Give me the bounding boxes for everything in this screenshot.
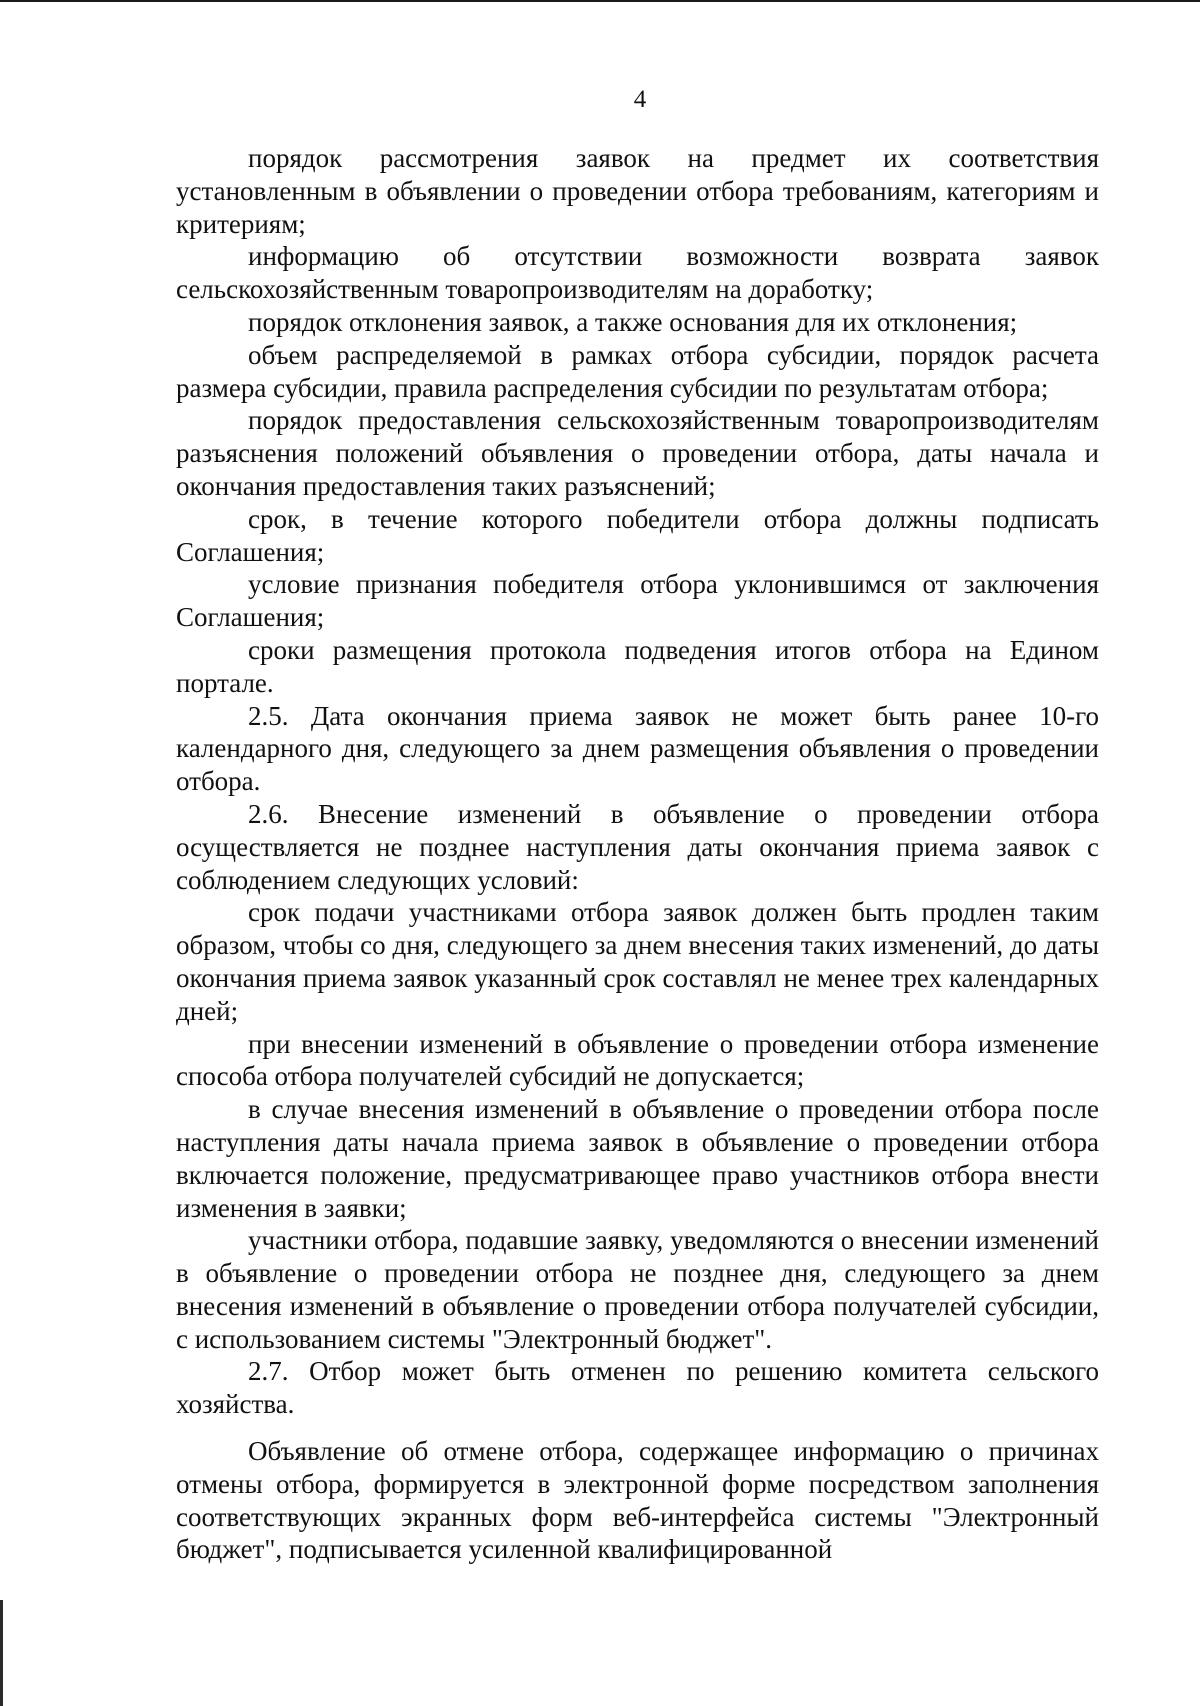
scan-left-edge: [0, 1600, 3, 1706]
paragraph: объем распределяемой в рамках отбора субсидии, порядок расчета размера субсидии, правила распределения субсидии по результатам отбора;: [176, 339, 1099, 403]
paragraph-2-5: 2.5. Дата окончания приема заявок не может быть ранее 10-го календарного дня, следующего за днем размещения объявления о проведении отбора.: [176, 700, 1099, 797]
paragraph: Объявление об отмене отбора, содержащее информацию о причинах отмены отбора, формируется в электронной форме посредством заполнения соответствующих экранных форм веб-интерфейса системы "Электронный бюджет", подписывается усиленной квалифицированной: [176, 1436, 1099, 1565]
scan-top-edge: [0, 0, 1200, 2]
paragraph: в случае внесения изменений в объявление о проведении отбора после наступления даты начала приема заявок в объявление о проведении отбора включается положение, предусматривающее право участников отбора внести изменения в заявки;: [176, 1094, 1099, 1223]
paragraph: порядок рассмотрения заявок на предмет их соответствия установленным в объявлении о проведении отбора требованиям, категориям и критериям;: [176, 143, 1099, 239]
paragraph: информацию об отсутствии возможности возврата заявок сельскохозяйственным товаропроизводителям на доработку;: [176, 241, 1099, 305]
paragraph: срок, в течение которого победители отбора должны подписать Соглашения;: [176, 503, 1099, 567]
paragraph: условие признания победителя отбора уклонившимся от заключения Соглашения;: [176, 569, 1099, 633]
paragraph: участники отбора, подавшие заявку, уведомляются о внесении изменений в объявление о проведении отбора не позднее дня, следующего за днем внесения изменений в объявление о проведении отбора получателей субсидии, с использованием системы "Электронный бюджет".: [176, 1225, 1099, 1354]
page-number: 4: [633, 86, 647, 113]
document-body: [176, 142, 1099, 1566]
paragraph-2-7: 2.7. Отбор может быть отменен по решению комитета сельского хозяйства.: [176, 1356, 1099, 1420]
paragraph: порядок отклонения заявок, а также основания для их отклонения;: [248, 306, 1018, 337]
paragraph: сроки размещения протокола подведения итогов отбора на Едином портале.: [176, 634, 1099, 698]
paragraph: при внесении изменений в объявление о проведении отбора изменение способа отбора получателей субсидий не допускается;: [176, 1028, 1099, 1092]
paragraph-2-6: 2.6. Внесение изменений в объявление о проведении отбора осуществляется не позднее наступления даты окончания приема заявок с соблюдением следующих условий:: [176, 798, 1099, 895]
paragraph: срок подачи участниками отбора заявок должен быть продлен таким образом, чтобы со дня, следующего за днем внесения таких изменений, до даты окончания приема заявок указанный срок составлял не менее трех календарных дней;: [176, 897, 1099, 1026]
paragraph: порядок предоставления сельскохозяйственным товаропроизводителям разъяснения положений объявления о проведении отбора, даты начала и окончания предоставления таких разъяснений;: [176, 405, 1099, 501]
